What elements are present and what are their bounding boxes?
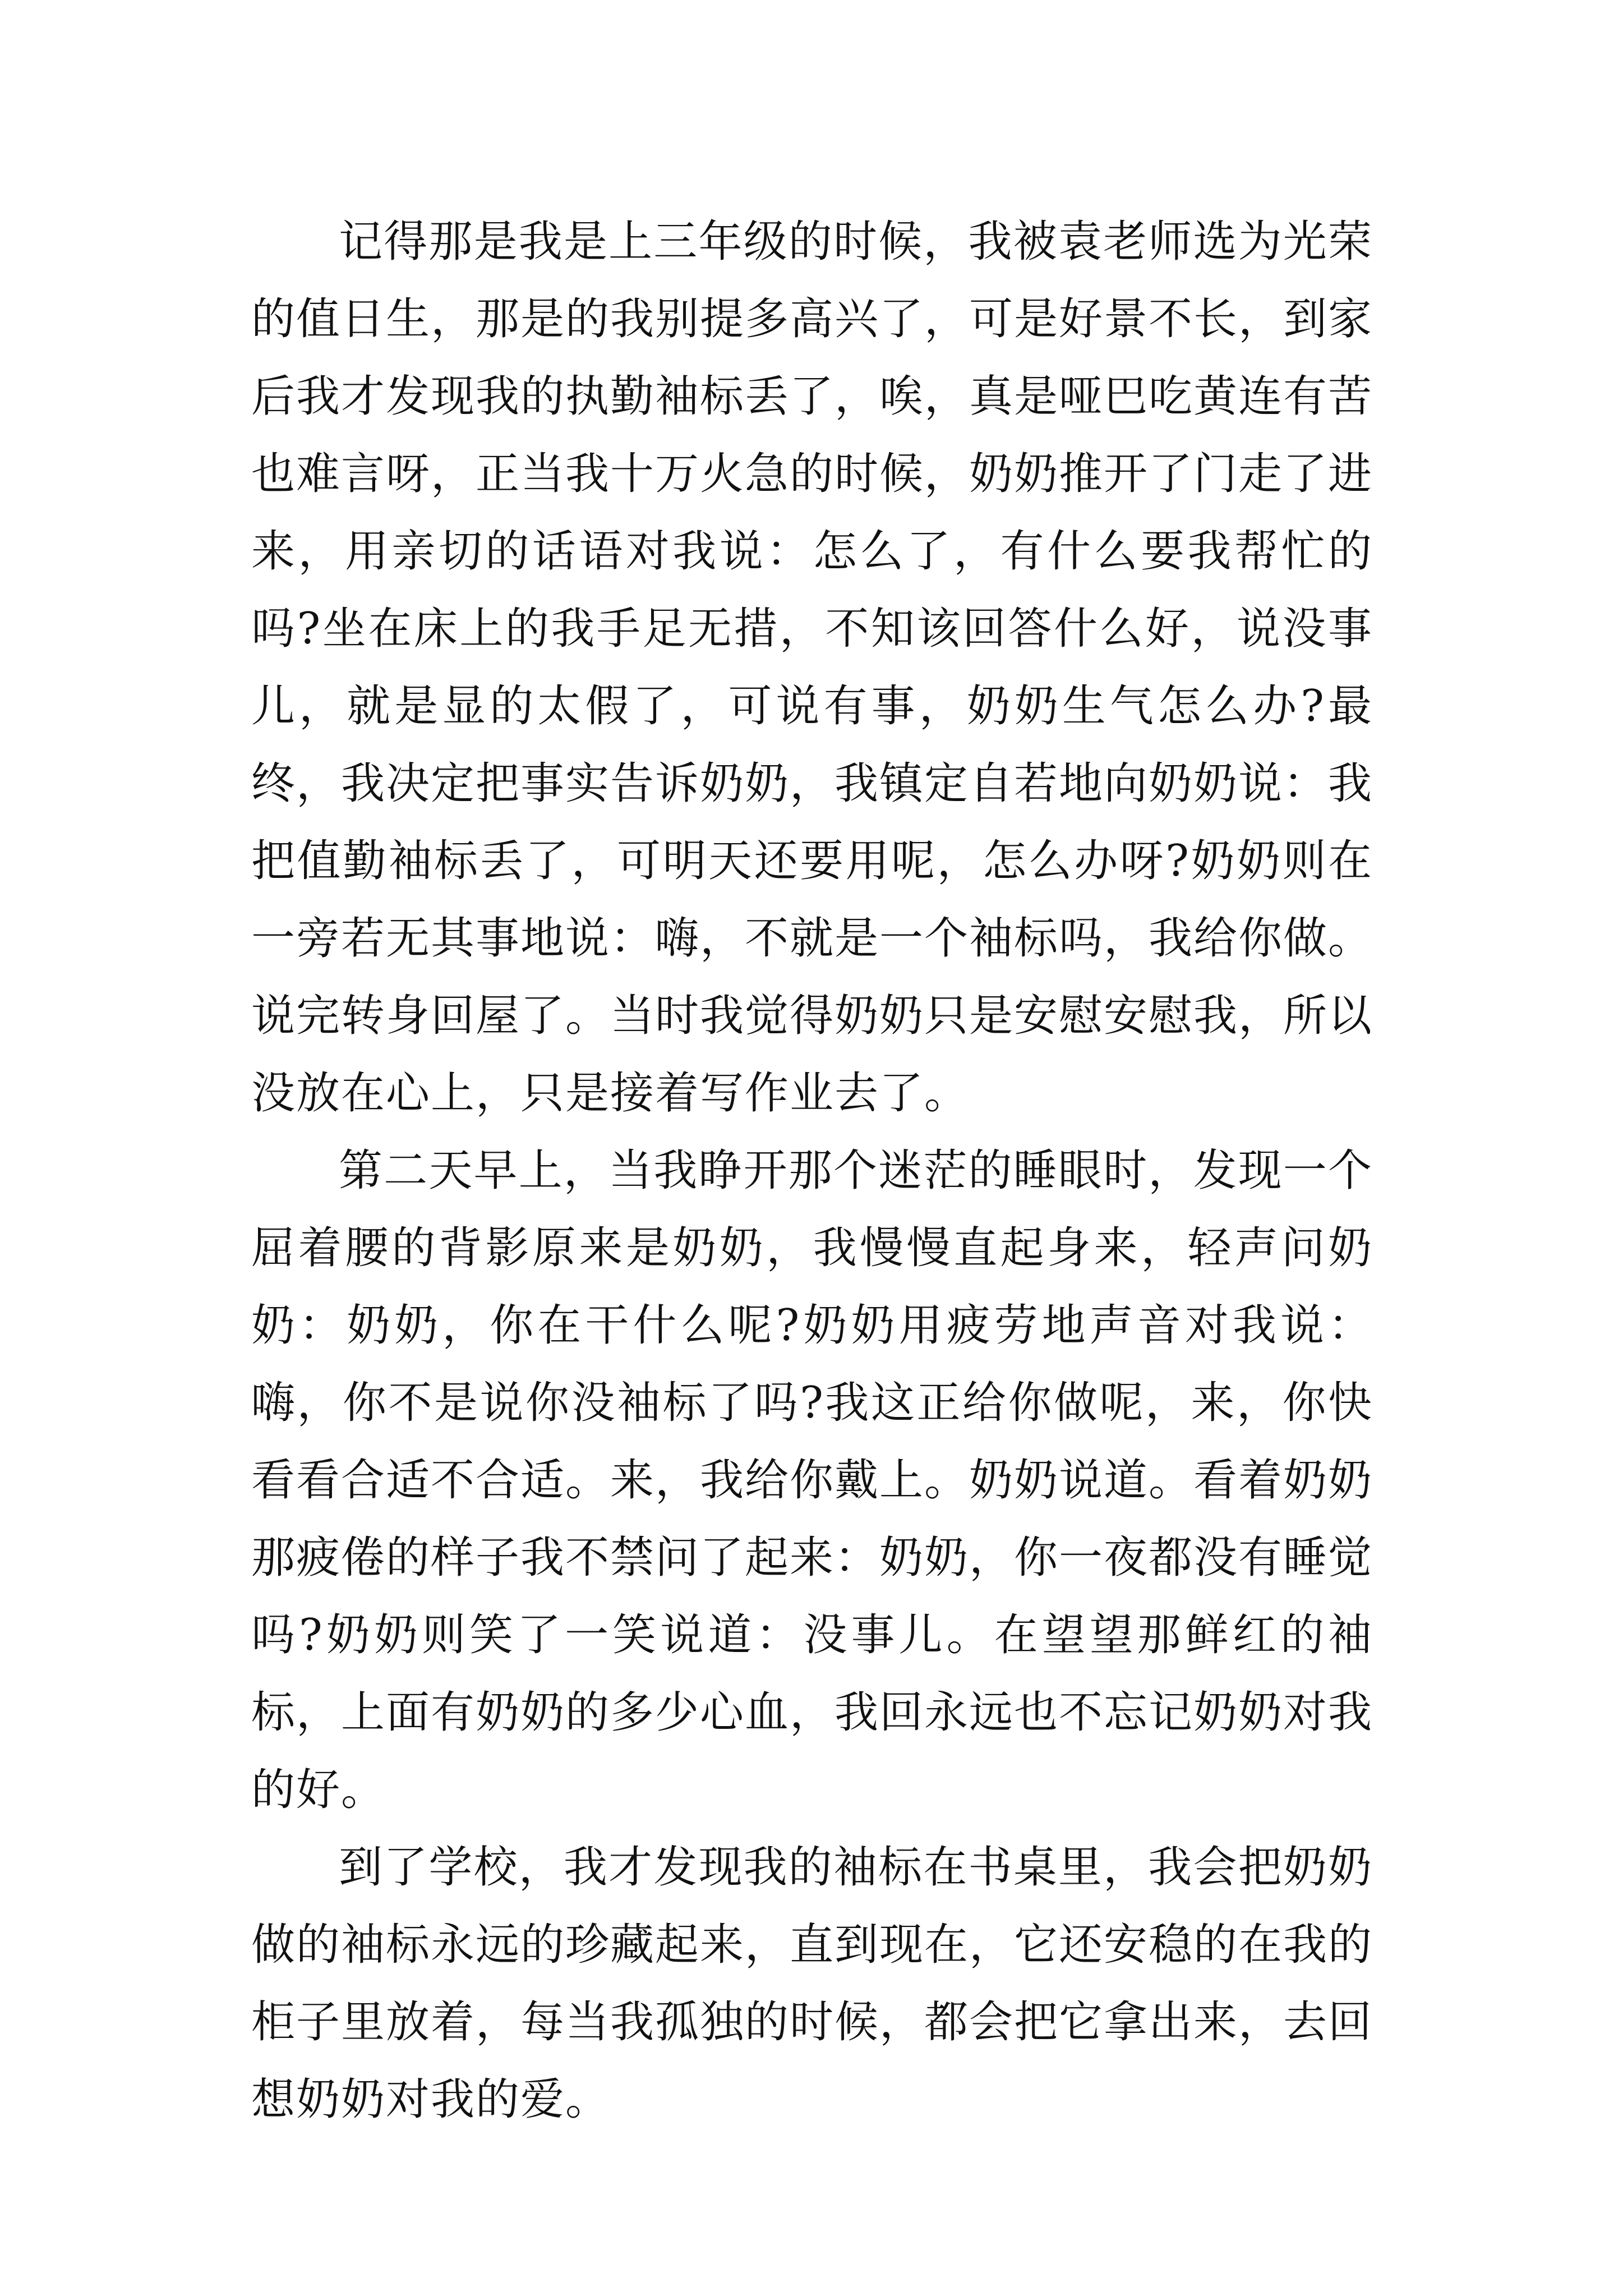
paragraph-3: 到了学校，我才发现我的袖标在书桌里，我会把奶奶做的袖标永远的珍藏起来，直到现在，它还安稳的在我的柜子里放着，每当我孤独的时候，都会把它拿出来，去回想奶奶对我的爱。 [251,1842,1373,2125]
document-body [251,203,1373,2138]
paragraph-2: 第二天早上，当我睁开那个迷茫的睡眼时，发现一个屈着腰的背影原来是奶奶，我慢慢直起身来，轻声问奶奶：奶奶，你在干什么呢?奶奶用疲劳地声音对我说：嗨，你不是说你没袖标了吗?我这正给你做呢，来，你快看看合适不合适。来，我给你戴上。奶奶说道。看着奶奶那疲倦的样子我不禁问了起来：奶奶，你一夜都没有睡觉吗?奶奶则笑了一笑说道：没事儿。在望望那鲜红的袖标，上面有奶奶的多少心血，我回永远也不忘记奶奶对我的好。 [251,1145,1373,1815]
paragraph-1: 记得那是我是上三年级的时候，我被袁老师选为光荣的值日生，那是的我别提多高兴了，可是好景不长，到家后我才发现我的执勤袖标丢了，唉，真是哑巴吃黄连有苦也难言呀，正当我十万火急的时候，奶奶推开了门走了进来，用亲切的话语对我说：怎么了，有什么要我帮忙的吗?坐在床上的我手足无措，不知该回答什么好，说没事儿，就是显的太假了，可说有事，奶奶生气怎么办?最终，我决定把事实告诉奶奶，我镇定自若地向奶奶说：我把值勤袖标丢了，可明天还要用呢，怎么办呀?奶奶则在一旁若无其事地说：嗨，不就是一个袖标吗，我给你做。说完转身回屋了。当时我觉得奶奶只是安慰安慰我，所以没放在心上，只是接着写作业去了。 [251,217,1373,1119]
